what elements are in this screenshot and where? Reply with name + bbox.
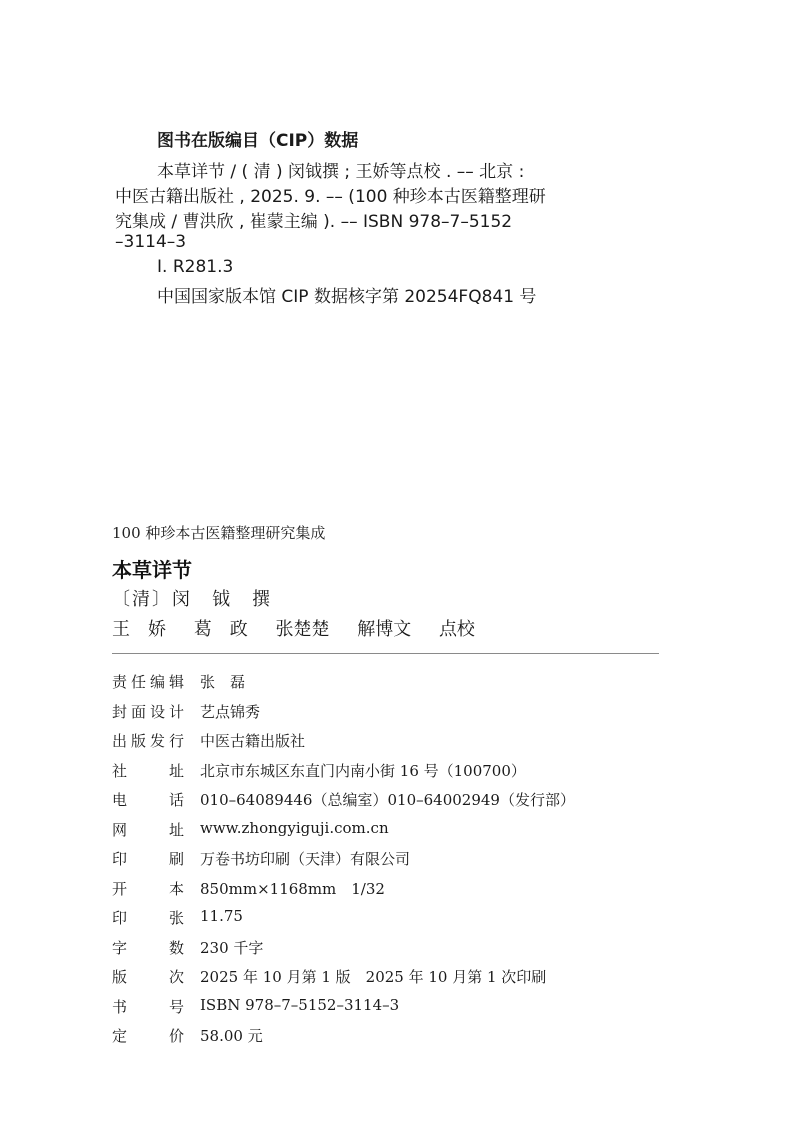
detail-label: 印 刷: [112, 850, 184, 868]
detail-value: 58.00 元: [200, 1027, 263, 1045]
detail-row: [112, 730, 672, 760]
detail-value: ISBN 978–7–5152–3114–3: [200, 995, 400, 1014]
detail-row: [112, 996, 672, 1026]
detail-label: 书 号: [112, 997, 184, 1016]
detail-row: [112, 878, 672, 908]
detail-label: 字 数: [112, 938, 184, 957]
cip-line: 中医古籍出版社 , 2025. 9. –– (100 种珍本古医籍整理研: [115, 187, 546, 207]
detail-label: 版 次: [112, 968, 184, 986]
cip-line: 中国国家版本馆 CIP 数据核字第 20254FQ841 号: [157, 287, 537, 307]
detail-label: 出 版 发 行: [112, 732, 184, 750]
editor-role: 点校: [438, 619, 475, 640]
detail-row: [112, 966, 672, 996]
detail-row: [112, 671, 672, 701]
detail-value: 850mm×1168mm 1/32: [200, 879, 385, 898]
book-title: 本草详节: [112, 558, 192, 582]
publication-details: [112, 671, 672, 1055]
book-author: 〔清〕闵 钺 撰: [112, 589, 272, 610]
detail-row: [112, 848, 672, 878]
cip-line: 究集成 / 曹洪欣 , 崔蒙主编 ). –– ISBN 978–7–5152: [115, 212, 513, 232]
detail-value: www.zhongyiguji.com.cn: [200, 818, 389, 837]
detail-label: 社 址: [112, 761, 184, 780]
detail-label: 责 任 编 辑: [112, 673, 184, 691]
detail-value: 艺点锦秀: [200, 702, 261, 721]
detail-row: [112, 789, 672, 819]
detail-row: [112, 760, 672, 790]
cip-line: –3114–3: [115, 232, 187, 252]
detail-value: 北京市东城区东直门内南小街 16 号（100700）: [200, 761, 526, 780]
detail-value: 010–64089446（总编室）010–64002949（发行部）: [200, 791, 575, 809]
detail-value: 230 千字: [200, 938, 264, 957]
editor-name: 王 娇: [112, 619, 166, 640]
detail-label: 封 面 设 计: [112, 702, 184, 721]
detail-value: 张 磊: [200, 673, 246, 691]
cip-heading: 图书在版编目（CIP）数据: [157, 131, 359, 151]
detail-value: 万卷书坊印刷（天津）有限公司: [200, 850, 411, 868]
cip-line: Ⅰ. R281.3: [157, 257, 234, 277]
detail-label: 开 本: [112, 879, 184, 898]
detail-value: 2025 年 10 月第 1 版 2025 年 10 月第 1 次印刷: [200, 968, 547, 986]
detail-row: [112, 701, 672, 731]
detail-value: 中医古籍出版社: [200, 732, 306, 750]
detail-row: [112, 937, 672, 967]
detail-row: [112, 819, 672, 849]
divider: [112, 653, 659, 654]
editor-name: 张楚楚: [275, 619, 330, 640]
detail-label: 网 址: [112, 820, 184, 839]
detail-label: 印 张: [112, 909, 184, 927]
detail-row: [112, 907, 672, 937]
detail-value: 11.75: [200, 907, 243, 925]
editor-name: 葛 政: [193, 619, 248, 640]
cip-line: 本草详节 / ( 清 ) 闵钺撰 ; 王娇等点校 . –– 北京 :: [157, 162, 525, 182]
detail-label: 定 价: [112, 1027, 184, 1045]
detail-label: 电 话: [112, 791, 184, 809]
series-name: 100 种珍本古医籍整理研究集成: [112, 524, 326, 542]
book-editors: [112, 615, 497, 641]
detail-row: [112, 1025, 672, 1055]
editor-name: 解博文: [357, 619, 412, 640]
